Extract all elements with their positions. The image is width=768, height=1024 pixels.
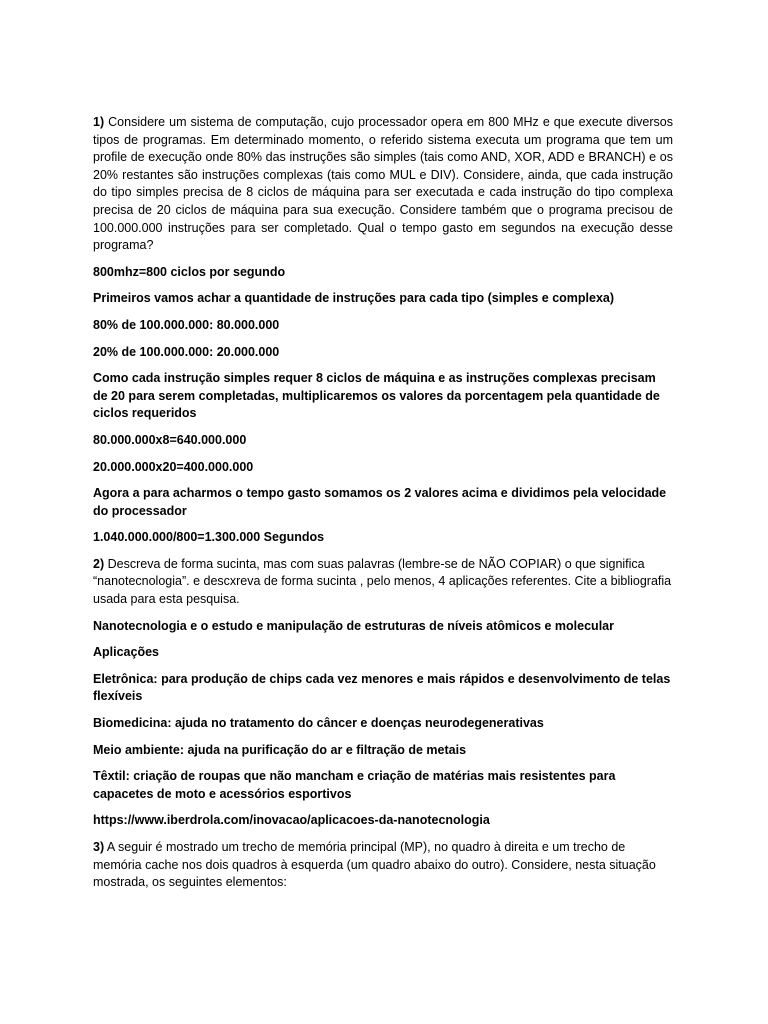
answer-line: Aplicações xyxy=(93,645,160,660)
answer-line: Primeiros vamos achar a quantidade de instruções para cada tipo (simples e complexa) xyxy=(93,291,615,306)
answer-line: 20.000.000x20=400.000.000 xyxy=(93,459,254,474)
question-3 xyxy=(93,839,673,892)
answer-line: 1.040.000.000/800=1.300.000 Segundos xyxy=(93,530,325,545)
answer-line: Eletrônica: para produção de chips cada vez menores e mais rápidos e desenvolvimento de telas flexíveis xyxy=(93,671,671,704)
reference-link[interactable]: https://www.iberdrola.com/inovacao/aplicacoes-da-nanotecnologia xyxy=(93,813,490,828)
answer-line: 80% de 100.000.000: 80.000.000 xyxy=(93,317,280,332)
question-number: 1) xyxy=(93,115,105,129)
answer-line: Biomedicina: ajuda no tratamento do câncer e doenças neurodegenerativas xyxy=(93,716,544,731)
question-text: Considere um sistema de computação, cujo processador opera em 800 MHz e que execute diversos tipos de programas. Em determinado momento, o referido sistema executa um programa que tem um profile de execução onde 80% das instruções são simples (tais como AND, XOR, ADD e BRANCH) e os 20% restantes são instruções complexas (tais como MUL e DIV). Considere, ainda, que cada instrução do tipo simples precisa de 8 ciclos de máquina para ser executada e cada instrução do tipo complexa precisa de 20 ciclos de máquina para sua execução. Considere também que o programa precisou de 100.000.000 instruções para ser completado. Qual o tempo gasto em segundos na execução desse programa? xyxy=(93,115,674,253)
answer-line: Têxtil: criação de roupas que não mancham e criação de matérias mais resistentes para capacetes de moto e acessórios esportivos xyxy=(93,769,616,801)
question-number: 2) xyxy=(93,556,105,571)
answer-line: 20% de 100.000.000: 20.000.000 xyxy=(93,344,280,359)
question-text: Descreva de forma sucinta, mas com suas palavras (lembre-se de NÃO COPIAR) o que significa “nanotecnologia”. e descxreva de forma sucinta , pelo menos, 4 aplicações referentes. Cite a bibliografia usada para esta pesquisa. xyxy=(93,556,672,607)
answer-line: 80.000.000x8=640.000.000 xyxy=(93,432,247,447)
answer-line: Meio ambiente: ajuda na purificação do ar e filtração de metais xyxy=(93,742,467,757)
question-text: A seguir é mostrado um trecho de memória principal (MP), no quadro à direita e um trecho de memória cache nos dois quadros à esquerda (um quadro abaixo do outro). Considere, nesta situação mostrada, os seguintes elementos: xyxy=(93,840,656,890)
question-2 xyxy=(93,556,673,609)
answer-line: Nanotecnologia e o estudo e manipulação de estruturas de níveis atômicos e molecular xyxy=(93,618,614,633)
answer-line: Agora a para acharmos o tempo gasto somamos os 2 valores acima e dividimos pela velocidade do processador xyxy=(93,486,667,518)
document-body xyxy=(93,114,673,901)
question-number: 3) xyxy=(93,840,105,854)
answer-line: Como cada instrução simples requer 8 ciclos de máquina e as instruções complexas precisam de 20 para serem completadas, multiplicaremos os valores da porcentagem pela quantidade de ciclos requeridos xyxy=(93,371,660,421)
answer-line: 800mhz=800 ciclos por segundo xyxy=(93,264,286,279)
question-1 xyxy=(93,114,673,255)
